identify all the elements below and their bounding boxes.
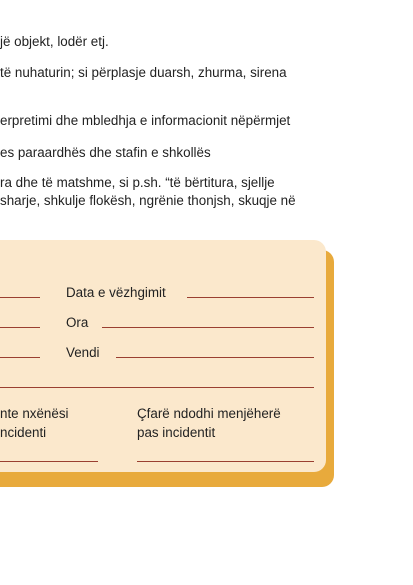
paragraph-line-3: erpretimi dhe mbledhja e informacionit nëpërmjet xyxy=(0,113,291,128)
left-column-line-1: nte nxënësi xyxy=(0,406,69,421)
left-fill-line-2 xyxy=(0,327,40,328)
full-width-line[interactable] xyxy=(0,387,314,388)
left-fill-line-3 xyxy=(0,357,40,358)
place-label: Vendi xyxy=(66,345,100,360)
place-field-line[interactable] xyxy=(116,357,314,358)
paragraph-line-6: sharje, shkulje flokësh, ngrënie thonjsh, skuqje në xyxy=(0,193,296,208)
paragraph-line-2: të nuhaturin; si përplasje duarsh, zhurma, sirena xyxy=(0,65,287,80)
right-column-line-1: Çfarë ndodhi menjëherë xyxy=(137,406,281,421)
left-column-line-2: ncidenti xyxy=(0,425,47,440)
right-column-field-line[interactable] xyxy=(137,461,314,462)
right-column-heading xyxy=(137,404,281,442)
date-label: Data e vëzhgimit xyxy=(66,285,166,300)
time-label: Ora xyxy=(66,315,89,330)
left-column-field-line[interactable] xyxy=(0,461,98,462)
time-field-line[interactable] xyxy=(102,327,314,328)
left-fill-line-1 xyxy=(0,297,40,298)
paragraph-line-5: ra dhe të matshme, si p.sh. “të bërtitura, sjellje xyxy=(0,175,275,190)
paragraph-line-4: es paraardhës dhe stafin e shkollës xyxy=(0,145,211,160)
right-column-line-2: pas incidentit xyxy=(137,425,216,440)
left-column-heading xyxy=(0,404,69,442)
date-field-line[interactable] xyxy=(187,297,314,298)
paragraph-line-1: jë objekt, lodër etj. xyxy=(0,34,109,49)
